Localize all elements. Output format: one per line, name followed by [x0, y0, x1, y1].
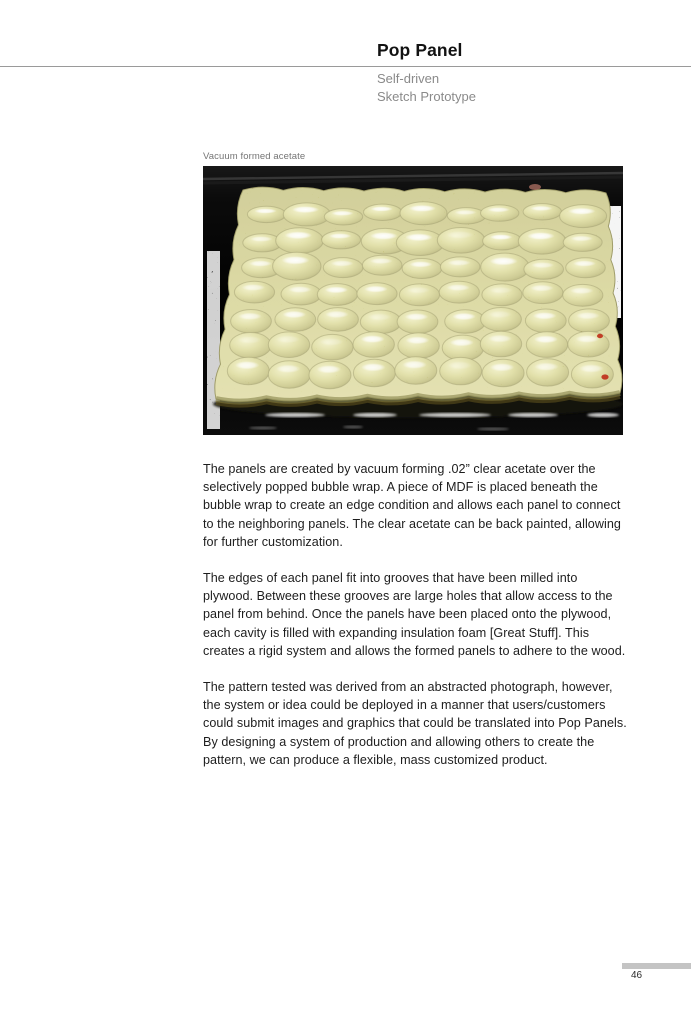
title-block: [377, 40, 463, 61]
body-copy: [203, 460, 627, 787]
paragraph-assembly: The edges of each panel fit into grooves that have been milled into plywood. Between these grooves are large holes that allow access to the panel from behind. Once the panels have been placed onto the plywood, each cavity is filled with expanding insulation foam [Great Stuff]. This creates a rigid system and allows the formed panels to adhere to the wood.: [203, 571, 626, 658]
footer-bar: [622, 963, 691, 969]
header-divider: [0, 66, 691, 67]
subtitle-block: [377, 70, 476, 105]
paragraph-pattern: The pattern tested was derived from an abstracted photograph, however, the system or idea could be deployed in a manner that users/customers could submit images and graphics that could be translated into Pop Panels. By designing a system of production and allowing others to create the pattern, we can produce a flexible, mass customized product.: [203, 680, 627, 767]
figure: [203, 151, 623, 435]
acetate-panel-photo: [203, 166, 623, 435]
subtitle-project-stage: Sketch Prototype: [377, 88, 476, 104]
paragraph-process: The panels are created by vacuum forming .02” clear acetate over the selectively popped bubble wrap. A piece of MDF is placed beneath the bubble wrap to create an edge condition and allows each panel to connect to the neighboring panels. The clear acetate can be back painted, allowing for further customization.: [203, 462, 621, 549]
figure-caption: Vacuum formed acetate: [203, 151, 306, 162]
page-title: Pop Panel: [377, 40, 463, 60]
page-number: 46: [631, 970, 643, 981]
subtitle-project-type: Self-driven: [377, 71, 440, 86]
